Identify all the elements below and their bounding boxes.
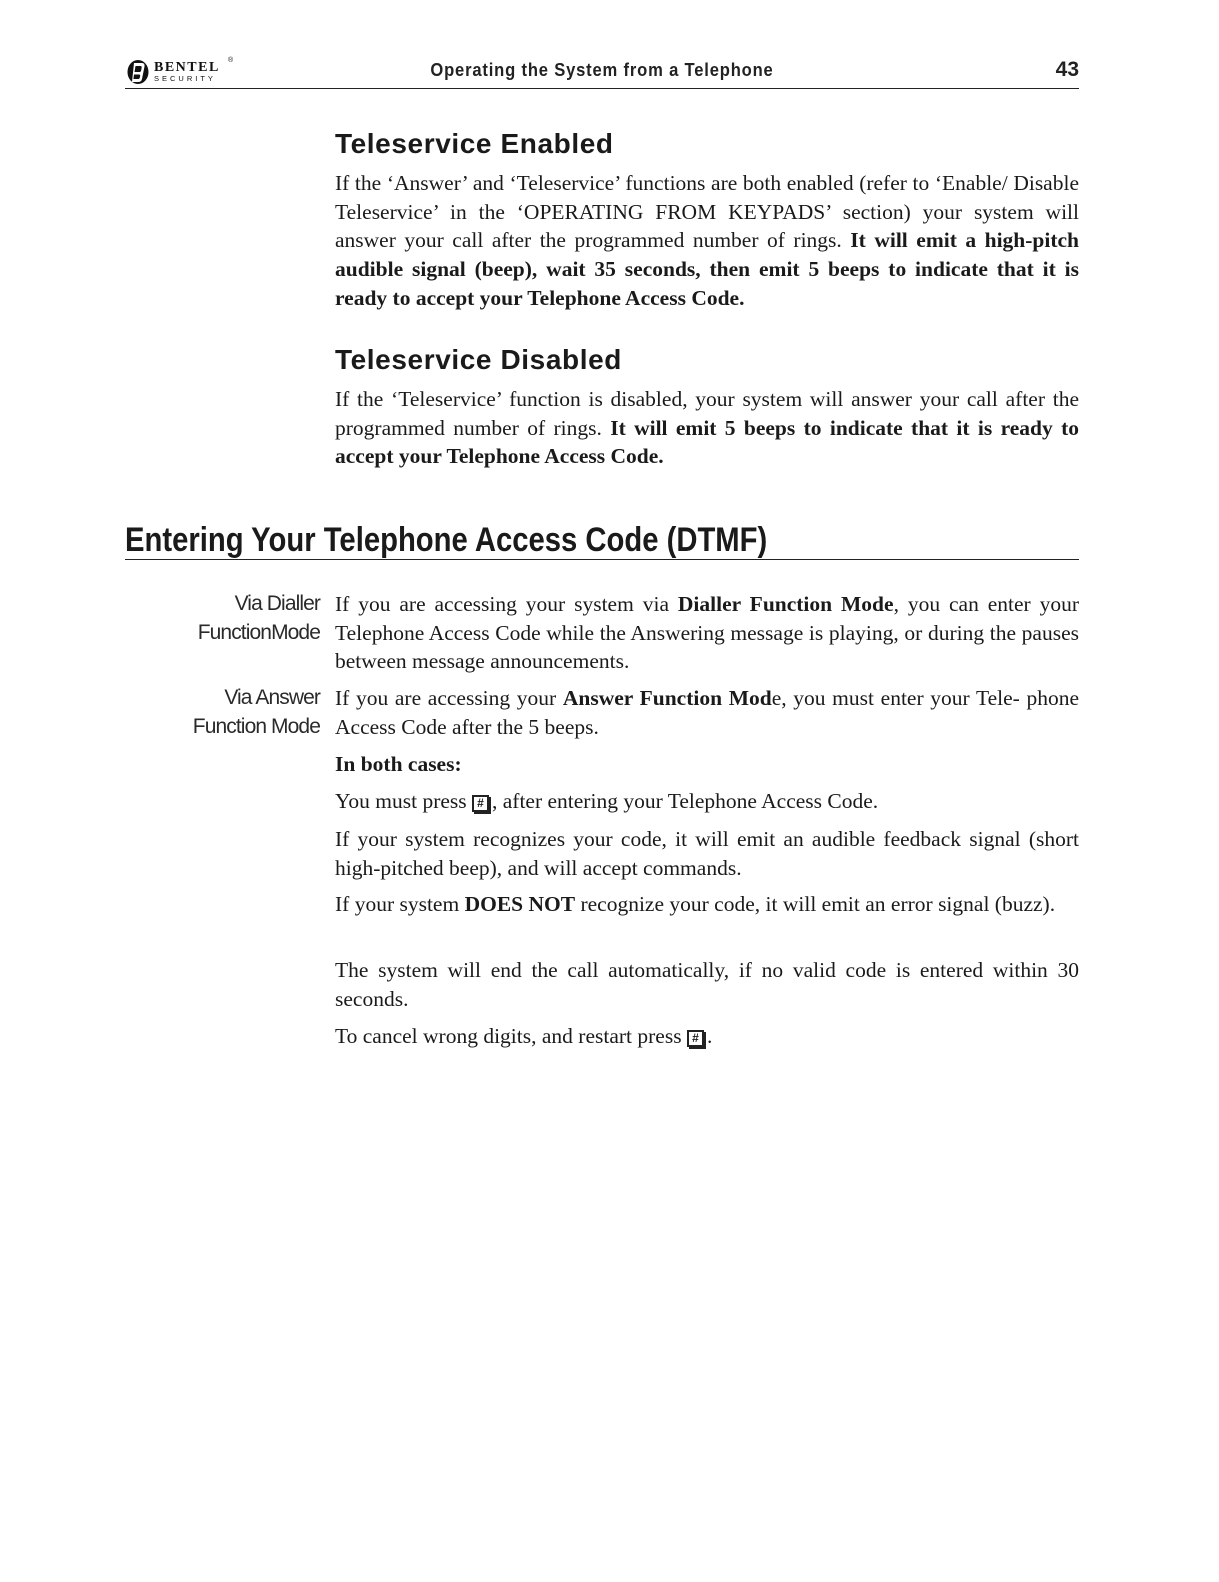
recognized-paragraph bbox=[335, 825, 1079, 882]
teleservice-disabled-text: If the ‘Teleservice’ function is disabled, your system will answer your call after the programmed number of rings. bbox=[335, 387, 1079, 440]
via-answer-text-1: If you are accessing your bbox=[335, 686, 563, 710]
page-number: 43 bbox=[1055, 58, 1079, 81]
teleservice-enabled-section bbox=[335, 128, 1079, 313]
via-answer-label-line1: Via Answer bbox=[224, 686, 320, 709]
teleservice-enabled-paragraph bbox=[335, 169, 1079, 313]
svg-text:®: ® bbox=[228, 57, 234, 64]
via-answer-side-label bbox=[120, 684, 320, 741]
teleservice-disabled-heading: Teleservice Disabled bbox=[335, 344, 622, 375]
both-cases-bold: In both cases: bbox=[335, 752, 462, 776]
teleservice-disabled-bold-text: It will emit 5 beeps to indicate that it is ready to accept your Telephone Access Code. bbox=[335, 415, 1080, 469]
svg-text:BENTEL: BENTEL bbox=[154, 60, 220, 75]
via-dialler-text bbox=[335, 590, 1079, 676]
cancel-text-1: To cancel wrong digits, and restart press bbox=[335, 1024, 687, 1048]
not-recognized-text-2: recognize your code, it will emit an error signal (buzz). bbox=[575, 892, 1056, 916]
via-dialler-text-2: , you can enter your Telephone Access Code while the Answering message is playing, or during the pauses between message announcements. bbox=[335, 592, 1079, 674]
recognized-text: If your system recognizes your code, it will emit an audible feedback signal (short high-pitched beep), and will accept commands. bbox=[335, 827, 1079, 880]
via-dialler-bold: Dialler Function Mode bbox=[677, 592, 894, 616]
svg-text:SECURITY: SECURITY bbox=[154, 74, 216, 83]
press-text-2: , after entering your Telephone Access Code. bbox=[492, 789, 879, 813]
teleservice-enabled-heading: Teleservice Enabled bbox=[335, 128, 614, 159]
press-text-1: You must press bbox=[335, 789, 472, 813]
not-recognized-text-1: If your system bbox=[335, 892, 465, 916]
page-header bbox=[125, 50, 1079, 89]
cancel-text-2: . bbox=[706, 1024, 713, 1048]
via-answer-text bbox=[335, 684, 1079, 741]
hash-key-icon: # bbox=[687, 1030, 704, 1047]
dtmf-section-heading bbox=[125, 522, 1079, 560]
timeout-paragraph bbox=[335, 956, 1079, 1013]
running-title: Operating the System from a Telephone bbox=[430, 60, 774, 80]
via-answer-label-line2: Function Mode bbox=[192, 714, 320, 738]
via-dialler-paragraph bbox=[335, 590, 1079, 676]
via-dialler-side-label bbox=[120, 590, 320, 647]
teleservice-disabled-paragraph bbox=[335, 385, 1079, 471]
press-hash-paragraph bbox=[335, 787, 1079, 816]
via-dialler-label-line2: FunctionMode bbox=[197, 620, 320, 644]
via-answer-paragraph bbox=[335, 684, 1079, 741]
via-dialler-text-1: If you are accessing your system via bbox=[335, 592, 678, 616]
teleservice-disabled-section bbox=[335, 344, 1079, 471]
hash-key-icon: # bbox=[472, 795, 489, 812]
via-dialler-label-line1: Via Dialler bbox=[234, 592, 320, 615]
teleservice-enabled-text: If the ‘Answer’ and ‘Teleservice’ functions are both enabled (refer to ‘Enable/ Disable Teleservice’ in the ‘OPERATING FROM KEYPADS’ section) your system will answer your call after the programmed number of rings. bbox=[335, 171, 1079, 253]
cancel-paragraph bbox=[335, 1022, 1079, 1051]
dtmf-section-heading-text: Entering Your Telephone Access Code (DTMF) bbox=[125, 521, 768, 559]
via-answer-bold: Answer Function Mod bbox=[562, 686, 772, 710]
not-recognized-bold: DOES NOT bbox=[464, 892, 576, 916]
both-cases-label bbox=[335, 750, 1079, 779]
not-recognized-paragraph bbox=[335, 890, 1079, 919]
via-answer-text-2: e, you must enter your Tele- phone Access Code after the 5 beeps. bbox=[335, 686, 1079, 739]
timeout-text: The system will end the call automatically, if no valid code is entered within 30 seconds. bbox=[335, 958, 1079, 1011]
teleservice-enabled-bold-text: It will emit a high-pitch audible signal (beep), wait 35 seconds, then emit 5 beeps to indicate that it is ready to accept your Telephone Access Code. bbox=[335, 228, 1079, 310]
